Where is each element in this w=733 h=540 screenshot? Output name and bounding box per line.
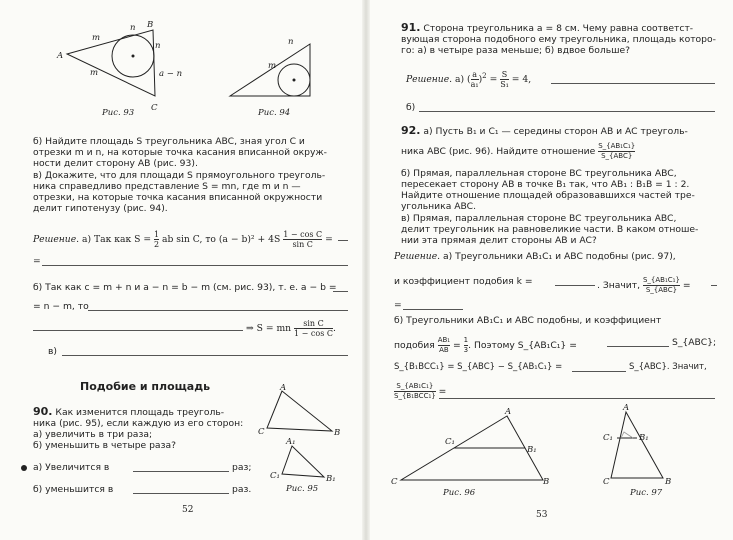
solution92-b-line3a: S_{B₁BCC₁} = S_{ABC} − S_{AB₁C₁} = (394, 362, 563, 372)
answer90-a-suffix: раз; (232, 462, 252, 473)
answer90-b-suffix: раз. (232, 484, 252, 495)
answer-line-b1[interactable] (88, 310, 348, 311)
fig93-label-n-right: n (155, 41, 161, 51)
solution-a-line: Решение. а) Так как S = $\frac{1}{2}$ ab sin C, то (a − b)² + 4S $\frac{\text{1 − cos C}}{\text{sin C}}$ = (33, 230, 333, 249)
fig96-caption: Рис. 96 (443, 488, 476, 498)
page-number-left: 52 (182, 505, 194, 515)
solution92-b-line2: подобия $\frac{\text{AB₁}}{AB}$ = $\frac{1}{3}$ . Поэтому S_{AB₁C₁} = (394, 336, 577, 354)
fig97-label-A: A (623, 403, 630, 413)
answer91-b-line[interactable] (419, 111, 715, 112)
section-title: Подобие и площадь (80, 380, 211, 393)
task92-v-line1: в) Прямая, параллельная стороне BC треугольника ABC, (401, 213, 677, 224)
fig96-label-C1: C₁ (445, 437, 455, 447)
task91-line1: 91. Сторона треугольника a = 8 см. Чему равна соответст- (401, 21, 694, 34)
fig95-label-B: B (334, 428, 341, 438)
fig94-caption: Рис. 94 (258, 108, 291, 118)
task92-b-line4: угольника ABC. (401, 201, 477, 212)
task92-b-line2: пересекает сторону AB в точке B₁ так, что AB₁ : B₁B = 1 : 2. (401, 179, 690, 190)
task89-v-line3: отрезки, на которые точка касания вписанной окружности (33, 192, 323, 203)
answer92-b-line3[interactable] (439, 398, 715, 399)
task89-b-line2: отрезки m и n, на которые точка касания вписанной окруж- (33, 147, 327, 158)
answer-line-a1[interactable] (42, 265, 348, 266)
solution92-b-line3b: S_{ABC}. Значит, (629, 362, 707, 372)
solution-b-result: ⇒ S = mn $\frac{\text{sin C}}{\text{1 − cos C}}$ . (246, 319, 336, 338)
task92-b-line1: б) Прямая, параллельная стороне BC треугольника ABC, (401, 168, 677, 179)
answer90-b-line[interactable] (133, 493, 229, 494)
bullet-icon (21, 465, 27, 471)
fig97-label-C1: C₁ (603, 433, 613, 443)
solution-label: Решение. (33, 234, 80, 245)
answer-line-b0[interactable] (333, 291, 348, 292)
fig95-label-C: C (258, 427, 265, 437)
fig97-caption: Рис. 97 (630, 488, 663, 498)
fig95-label-A1: A₁ (286, 437, 296, 447)
solution92-a-line2a: и коэффициент подобия k = (394, 276, 533, 287)
fig96-label-C: C (391, 477, 398, 487)
left-page: A B C m m n n a − n Рис. 93 n m Рис. 94 б) Найдите площадь S треугольника ABC, зная угол C и отрезки m и n, на которые точка касания вписанной окруж- ности делит сторону AB (рис. 93). в) Докажите, что для площади S прямоугольного треуголь- ника справедливо представление S = mn, где m и n — отрезки, на которые точка касания вписанной окружности делит гипотенузу (рис. 94). Решение. а) Так как S = $\frac{1}{2}$ ab sin C, то (a − b)² + 4S $\frac{\text{1 − cos C}}{\text{sin C}}$ = = б) Так как c = m + n и a − n = b − m (см. рис. 93), т. е. a − b = = n − m, то ⇒ S = mn $\frac{\text{sin C}}{\text{1 − cos C}}$ . в) Подобие и площадь 90. Как изменится площадь треуголь- ника (рис. 95), если каждую из его сторон: а) увеличить в три раза; б) уменьшить в четыре раза? а) Увеличится в раз; б) уменьшится в раз. A C B A₁ C₁ B₁ Рис. 95 52 (0, 0, 366, 540)
figure-96 (391, 407, 550, 487)
answer-line-v[interactable] (62, 355, 348, 356)
solution-b-line2: = n − m, то (33, 301, 89, 312)
task90-a: а) увеличить в три раза; (33, 429, 153, 440)
solution-a-prefix: а) Так как S = (82, 234, 152, 245)
figure-94 (228, 30, 328, 100)
solution-v-label: в) (48, 346, 57, 357)
answer92-a-line0[interactable] (711, 285, 717, 286)
answer92-a-line1[interactable] (403, 309, 463, 310)
task89-v-line4: делит гипотенузу (рис. 94). (33, 203, 168, 214)
task92-line1: 92. а) Пусть B₁ и C₁ — середины сторон AB и AC треуголь- (401, 124, 688, 137)
fig95-label-B1: B₁ (326, 474, 336, 484)
task91-line3: го: а) в четыре раза меньше; б) вдвое больше? (401, 45, 631, 56)
fig96-label-B: B (543, 477, 550, 487)
answer90-a-prefix: а) Увеличится в (33, 462, 110, 473)
answer92-b-line2[interactable] (572, 371, 626, 372)
fig95-label-A: A (280, 383, 287, 393)
task89-b-line1: б) Найдите площадь S треугольника ABC, зная угол C и (33, 136, 305, 147)
task90-b: б) уменьшить в четыре раза? (33, 440, 176, 451)
solution-b-line1: б) Так как c = m + n и a − n = b − m (см. рис. 93), т. е. a − b = (33, 282, 337, 293)
fig93-label-a-minus-n: a − n (159, 69, 183, 79)
fig93-caption: Рис. 93 (102, 108, 135, 118)
figure-97 (603, 403, 701, 490)
task91-line2: вующая сторона подобного ему треугольника, площадь которо- (401, 34, 716, 45)
answer92-b-line1[interactable] (607, 346, 669, 347)
solution92-b-line4: $\frac{\text{S\_\{AB₁C₁\}}}{\text{S\_\{B₁BCC₁\}}}$ = (394, 382, 447, 400)
fig97-label-B: B (665, 477, 672, 487)
solution91-b-label: б) (406, 102, 416, 113)
task89-v-line2: ника справедливо представление S = mn, где m и n — (33, 181, 301, 192)
fig93-label-C: C (151, 103, 158, 113)
fig93-label-A: A (57, 51, 64, 61)
answer92-k-line[interactable] (555, 285, 595, 286)
answer-line-a0[interactable] (338, 240, 348, 241)
figure-95 (258, 383, 352, 486)
fig93-label-n-top: n (130, 23, 136, 33)
fig93-label-B: B (147, 20, 154, 30)
fig97-label-C: C (603, 477, 610, 487)
answer91-a-line[interactable] (551, 83, 715, 84)
solution92-b-line2d: S_{ABC}; (672, 337, 717, 348)
fig95-label-C1: C₁ (270, 471, 280, 481)
solution-a-mid: ab sin C, то (a − b)² + 4S (162, 234, 281, 245)
fig96-label-B1: B₁ (527, 445, 537, 455)
task90-line2: ника (рис. 95), если каждую из его сторон: (33, 418, 244, 429)
solution92-a-line2b: . Значит, $\frac{\text{S\_\{AB₁C₁\}}}{\text{S\_\{ABC\}}}$ = (597, 276, 691, 294)
task92-line2: ника ABC (рис. 96). Найдите отношение $\frac{\text{S\_\{AB₁C₁\}}}{\text{S\_\{ABC\}}}$ (401, 142, 636, 160)
task89-v-line1: в) Докажите, что для площади S прямоугольного треуголь- (33, 170, 326, 181)
answer90-a-line[interactable] (133, 471, 229, 472)
fig94-label-m: m (268, 61, 277, 71)
fig96-label-A: A (505, 407, 512, 417)
task92-v-line3: нии эта прямая делит стороны AB и AC? (401, 235, 597, 246)
solution91-a: Решение. а) ( $\frac{a}{\text{a₁}}$ )$^2$ = $\frac{S}{\text{S₁}}$ = 4, (406, 70, 532, 89)
answer-line-b2[interactable] (33, 330, 243, 331)
solution92-a-line1: Решение. а) Треугольники AB₁C₁ и ABC подобны (рис. 97), (394, 251, 676, 262)
fig95-caption: Рис. 95 (286, 484, 319, 494)
fig93-label-m-bottom: m (90, 68, 99, 78)
answer90-b-prefix: б) уменьшится в (33, 484, 114, 495)
figure-93 (55, 16, 195, 111)
task90-line1: 90. Как изменится площадь треуголь- (33, 405, 225, 418)
fig94-label-n: n (288, 37, 294, 47)
task92-b-line3: Найдите отношение площадей образовавшихся частей тре- (401, 190, 695, 201)
solution92-b-line1: б) Треугольники AB₁C₁ и ABC подобны, и коэффициент (394, 315, 662, 326)
right-page: 91. Сторона треугольника a = 8 см. Чему равна соответст- вующая сторона подобного ему треугольника, площадь которо- го: а) в четыре раза меньше; б) вдвое больше? Решение. а) ( $\frac{a}{\text{a₁}}$ )$^2$ = $\frac{S}{\text{S₁}}$ = 4, б) 92. а) Пусть B₁ и C₁ — середины сторон AB и AC треуголь- ника ABC (рис. 96). Найдите отношение $\frac{\text{S\_\{AB₁C₁\}}}{\text{S\_\{ABC\}}}$ б) Прямая, параллельная стороне BC треугольника ABC, пересекает сторону AB в точке B₁ так, что AB₁ : B₁B = 1 : 2. Найдите отношение площадей образовавшихся частей тре- угольника ABC. в) Прямая, параллельная стороне BC треугольника ABC, делит треугольник на равновеликие части. В каком отноше- нии эта прямая делит стороны AB и AC? Решение. а) Треугольники AB₁C₁ и ABC подобны (рис. 97), и коэффициент подобия k = . Значит, $\frac{\text{S\_\{AB₁C₁\}}}{\text{S\_\{ABC\}}}$ = = б) Треугольники AB₁C₁ и ABC подобны, и коэффициент подобия $\frac{\text{AB₁}}{AB}$ = $\frac{1}{3}$ . Поэтому S_{AB₁C₁} = S_{ABC}; S_{B₁BCC₁} = S_{ABC} − S_{AB₁C₁} = S_{ABC}. Значит, $\frac{\text{S\_\{AB₁C₁\}}}{\text{S\_\{B₁BCC₁\}}}$ = A C B C₁ B₁ Рис. 96 A C₁ B₁ C B Рис. 97 53 (391, 21, 717, 520)
fig93-label-m-top: m (92, 33, 101, 43)
task89-b-line3: ности делит сторону AB (рис. 93). (33, 158, 198, 169)
page-number-right: 53 (536, 510, 548, 520)
task92-v-line2: делит треугольник на равновеликие части. В каком отноше- (401, 224, 699, 235)
fig97-label-B1: B₁ (639, 433, 649, 443)
